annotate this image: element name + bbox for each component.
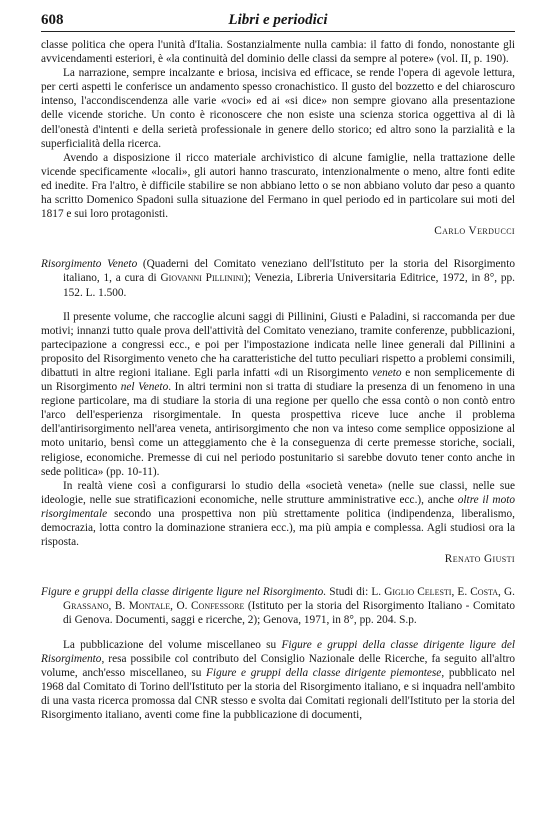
text-run: Il presente volume, che raccoglie alcuni saggi di Pillinini, Giusti e Paladini, si raccomanda per due motivi; innanzi tutto quale prova dell'attività del Comitato veneziano, tramite conferenze, pubblicazioni, partecipazione a congressi ecc., e poi per l'impostazione indicata nelle linee generali dal Pillinini a proposito del Risorgimento veneto che ha caratteristiche del tutto peculiari rispetto a problemi consimili, dibattuti in altre regioni italiane. Egli parla infatti «di un Risorgimento [41,310,515,379]
emphasis: Figure e gruppi della classe dirigente piemontese [206,666,442,679]
text-run: e non semplicemente di un Risorgimento [41,366,515,394]
bibliographic-entry [41,585,515,627]
reviewer-signature: Renato Giusti [444,553,515,566]
paragraph [41,310,515,479]
editor-name: Giovanni Pillinini [160,272,244,285]
section-spacer [41,566,515,585]
paragraph [41,638,515,723]
biblio-text: (Istituto per la storia del Risorgimento Italiano - Comitato di Genova. Documenti, saggi e ricerche, 2); Genova, 1971, in 8°, pp. 204. S.p. [63,600,515,627]
running-title: Libri e periodici [228,12,328,28]
paragraph: Avendo a disposizione il ricco materiale archivistico di alcune famiglie, nella trattazione delle vicende specificamente «locali», gli autori hanno trascurato, intenzionalmente o meno, altre fonti edite ed inedite. Fra l'altro, è difficile stabilire se non abbiano letto o se non abbiano voluto dar peso a quanto ha scritto Domenico Spadoni sulla situazione del Fermano in quel periodo ed in particolare sui moti del 1817 e sui loro protagonisti. [41,151,515,221]
page-number: 608 [41,12,64,28]
paragraph: classe politica che opera l'unità d'Italia. Sostanzialmente nulla cambia: il fatto di fondo, nonostante gli avvicendamenti esteriori, è «la continuità del dominio delle classi da sempre al potere» (vol. II, p. 190). [41,39,515,66]
section-spacer [41,238,515,257]
book-title: Risorgimento Veneto [41,258,138,271]
header-rule [41,31,515,32]
paragraph [41,479,515,549]
emphasis: veneto [372,366,402,379]
review-verducci [41,38,515,238]
review-classe-dirigente-ligure [41,585,515,722]
text-run: secondo una prospettiva non più strettamente politica (indipendenza, liberalismo, democrazia, lotta contro la dominazione straniera ecc.), ma più ampia e complessa. Agli studiosi ora la risposta. [41,507,515,549]
text-run: , pubblicato nel 1968 dal Comitato di Torino dell'Istituto per la storia del Risorgimento italiano, e si inquadra nell'ambito di una vasta ricerca promossa dal CNR stesso e svolta dai Comitati regionali dell'Istituto per la storia del Risorgimento italiano, aventi come fine la pubblicazione di documenti, [41,666,515,722]
emphasis: nel Veneto [120,381,169,394]
text-run: , resa possibile col contributo del Consiglio Nazionale delle Ricerche, fa seguito all'altro volume, anch'esso miscellaneo, su [41,652,515,679]
text-run: In realtà viene così a configurarsi lo studio della «società veneta» (nelle sue classi, nelle sue ideologie, nelle sue stratificazioni economiche, nelle strutture amministrative ecc.), anche [41,479,515,506]
text-run: La pubblicazione del volume miscellaneo su [63,638,282,651]
emphasis: Figure e gruppi della classe dirigente ligure del Risorgimento [41,638,515,665]
biblio-text: ); Venezia, Libreria Universitaria Editrice, 1972, in 8°, pp. 152. L. 1.500. [63,272,515,299]
paragraph: La narrazione, sempre incalzante e briosa, incisiva ed efficace, se rende l'opera di agevole lettura, per certi aspetti le conferisce un andamento spesso cronachistico. Il gusto del bozzetto e del chiaroscuro intenso, l'accondiscendenza alle varie «voci» ed ai «si dice» non sempre giovano alla presentazione delle vicende storiche. Un conto è riconoscere che non esiste una scienza storica oggettiva al di là dell'onestà d'intenti e della serietà professionale in genere dello storico; ed altro sono la parzialità e la superficialità della ricerca. [41,67,515,150]
book-title: Figure e gruppi della classe dirigente ligure nel Risorgimento. [41,586,327,599]
reviewer-signature: Carlo Verducci [434,225,515,238]
review-risorgimento-veneto [41,257,515,566]
text-run: . In altri termini non si tratta di studiare la presenza di un fenomeno in una regione particolare, ma di studiare la storia di una regione per quello che essa contò o non contò entro l'arco dell'esperienza risorgimentale. In questa prospettiva riceve luce anche il problema dell'antirisorgimento nell'area veneta, antirisorgimento che non va inteso come semplice opposizione al moto unitario, bensì come un atteggiamento che è la conseguenza di certe premesse storiche, sociali, religiose, economiche. Premesse di cui nel periodo postunitario si sarebbe dovuto tener conto anche in sede politica» (pp. 10-11). [41,381,515,478]
journal-page [41,12,515,822]
bibliographic-entry [41,257,515,299]
author-names: Giglio Celesti, E. Costa, G. Grassano, B. Montale, O. Confessore [63,586,515,613]
page-header [41,12,515,34]
biblio-text: Studi di: L. [326,586,385,599]
biblio-text: (Quaderni del Comitato veneziano dell'Istituto per la storia del Risorgimento italiano, 1, a cura di [63,258,515,285]
page-body [41,38,515,722]
emphasis: oltre il moto risorgimentale [41,493,515,520]
